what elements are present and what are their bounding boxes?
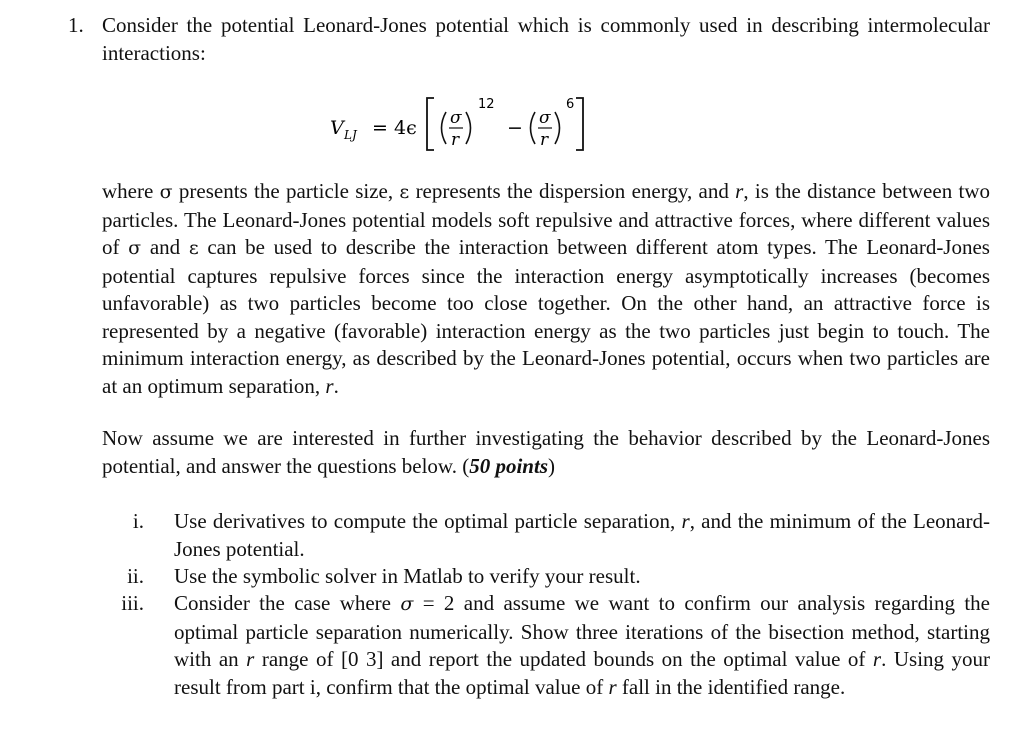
description-paragraph (102, 178, 990, 400)
list-item-text (174, 590, 990, 701)
r-symbol: r (872, 647, 882, 671)
r-symbol: r (735, 179, 744, 203)
fraction-2-denominator: r (540, 130, 549, 150)
text-run: range of [0 3] and report the updated bounds on the optimal value of (254, 647, 873, 671)
sigma-symbol: σ (128, 237, 142, 259)
equation-lhs-subscript: LJ (344, 128, 357, 142)
text-run: ) (548, 453, 555, 478)
left-paren-2 (531, 112, 536, 144)
text-run: can be used to describe the interaction between different atom types. The Leonard-Jones potential captures repulsive forces since the interaction energy asymptotically increases (becomes unfavorable) as two particles become too close together. On the other hand, an attractive force is represented by a negative (favorable) interaction energy as the two particles just begin to touch. The minimum interaction energy, as described by the Leonard-Jones potential, occurs when two particles are at an optimum separation, (102, 235, 990, 398)
r-symbol: r (681, 509, 690, 533)
r-symbol: r (246, 647, 255, 671)
text-run: , is the distance between two particles. The Leonard-Jones potential models soft repulsive and attractive forces, where different values of (102, 179, 990, 259)
text-run: represents the dispersion energy, and (409, 179, 736, 203)
text-run: . (333, 373, 339, 398)
list-marker: ii. (127, 564, 144, 588)
text-run: and (141, 235, 189, 259)
points-label: 50 points (469, 453, 548, 478)
equation-minus: − (507, 117, 523, 139)
equation-lhs: V (330, 117, 344, 139)
question-number: 1. (68, 13, 84, 37)
question-intro: Consider the potential Leonard-Jones potential which is commonly used in describing intermolecular interactions: (102, 13, 990, 65)
left-paren-1 (442, 112, 447, 144)
lennard-jones-equation (330, 92, 660, 154)
r-symbol: r (325, 373, 334, 398)
equation-coefficient: 4ϵ (394, 117, 417, 139)
fraction-2-numerator: σ (539, 108, 551, 128)
epsilon-symbol: ε (188, 237, 199, 259)
task-paragraph (102, 425, 990, 480)
text-run: = 2 and assume we want to confirm our analysis regarding the optimal particle separation numerically. Show three iterations of the bisection method, starting with an (174, 591, 991, 671)
equation-equals: = (372, 117, 388, 139)
list-item-text (174, 563, 990, 591)
text-run: Consider the case where (174, 591, 401, 615)
fraction-1-denominator: r (451, 130, 460, 150)
text-run: Use derivatives to compute the optimal particle separation, (174, 509, 682, 533)
right-paren-1 (466, 112, 471, 144)
text-run: , and the minimum of the Leonard-Jones potential. (174, 509, 990, 561)
equation-graphic (330, 92, 660, 154)
sigma-symbol: σ (400, 593, 414, 615)
list-marker: iii. (121, 591, 144, 615)
text-run: Use the symbolic solver in Matlab to verify your result. (174, 564, 641, 588)
right-bracket (576, 98, 583, 150)
exponent-12: 12 (478, 97, 495, 112)
text-run: . Using your result from part i, confirm that the optimal value of (174, 647, 991, 699)
list-item-text (174, 508, 990, 563)
sigma-symbol: σ (159, 181, 173, 203)
left-bracket (427, 98, 434, 150)
exponent-6: 6 (566, 97, 575, 112)
right-paren-2 (555, 112, 560, 144)
r-symbol: r (608, 674, 617, 699)
text-run: where (102, 179, 160, 203)
text-run: Now assume we are interested in further investigating the behavior described by the Leonard-Jones potential, and answer the questions below. ( (102, 426, 990, 478)
fraction-1-numerator: σ (450, 108, 462, 128)
text-run: fall in the identified range. (616, 674, 846, 699)
text-run: presents the particle size, (172, 179, 400, 203)
epsilon-symbol: ε (399, 181, 410, 203)
list-marker: i. (132, 509, 144, 533)
